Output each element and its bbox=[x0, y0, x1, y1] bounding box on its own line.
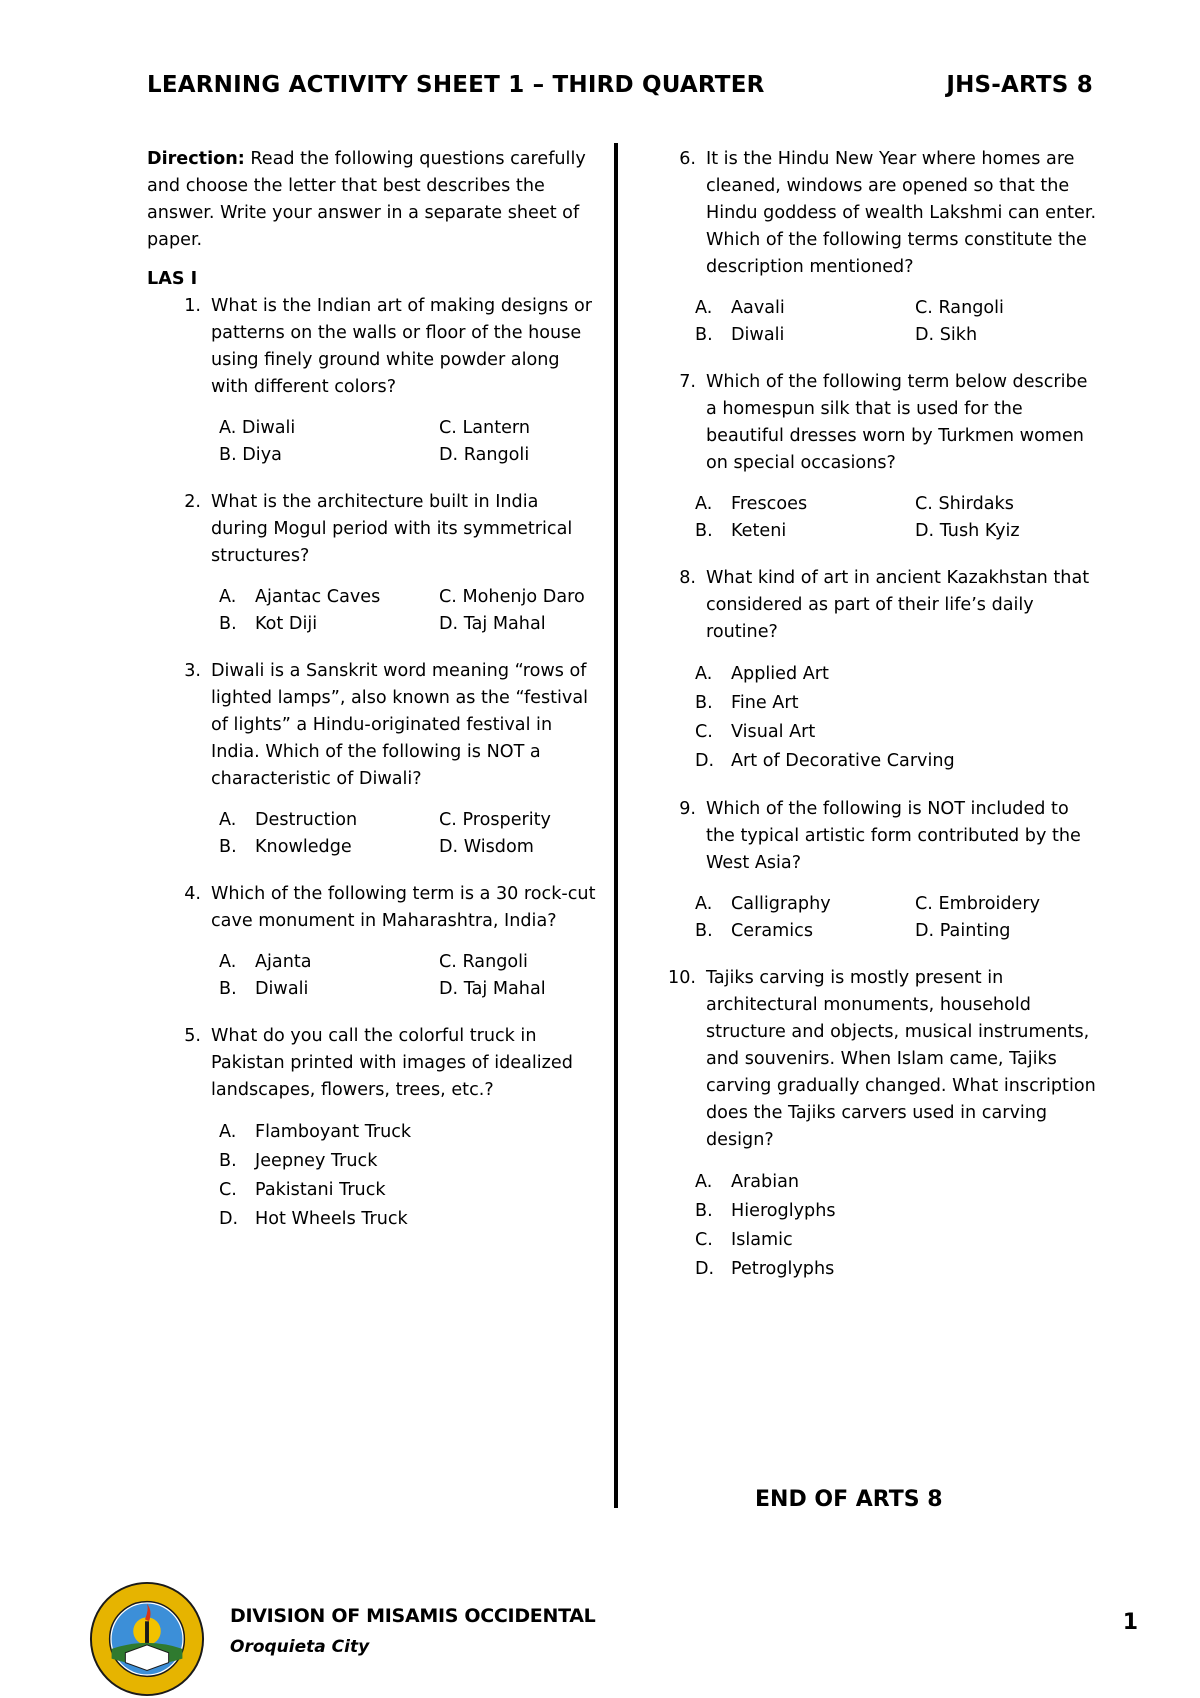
subject-label: JHS-ARTS 8 bbox=[946, 72, 1093, 98]
question-8 bbox=[658, 565, 1098, 646]
option-letter: D. bbox=[219, 1209, 239, 1229]
option-letter: A. bbox=[219, 1122, 237, 1142]
page-number: 1 bbox=[1122, 1610, 1138, 1635]
question-text: Which of the following term below describe a homespun silk that is used for the beautiful dresses worn by Turkmen women on special occasions? bbox=[706, 372, 1088, 473]
option-b bbox=[219, 976, 439, 1003]
option-d: D. Sikh bbox=[915, 325, 978, 345]
option-letter: B. bbox=[219, 837, 237, 857]
option-c: C. Rangoli bbox=[915, 298, 1004, 318]
option-text: Destruction bbox=[255, 810, 358, 830]
option-letter: B. bbox=[219, 614, 237, 634]
option-b bbox=[695, 918, 915, 945]
question-number: 7. bbox=[679, 372, 696, 392]
option-text: Aavali bbox=[731, 298, 785, 318]
option-b: B. Diya bbox=[219, 445, 282, 465]
option-a bbox=[219, 807, 439, 834]
option-text: Knowledge bbox=[255, 837, 352, 857]
options-q4 bbox=[147, 949, 597, 1003]
option-letter: A. bbox=[695, 894, 713, 914]
sheet-title: LEARNING ACTIVITY SHEET 1 – THIRD QUARTER bbox=[147, 72, 765, 98]
option-text: Applied Art bbox=[731, 664, 829, 684]
option-text: Frescoes bbox=[731, 494, 808, 514]
option-d: D. Rangoli bbox=[439, 445, 530, 465]
option-a bbox=[695, 491, 915, 518]
question-text: What kind of art in ancient Kazakhstan that considered as part of their life’s daily routine? bbox=[706, 568, 1090, 642]
question-7 bbox=[658, 369, 1098, 477]
question-text: Which of the following term is a 30 rock-cut cave monument in Maharashtra, India? bbox=[211, 884, 596, 931]
question-number: 9. bbox=[679, 799, 696, 819]
option-text: Visual Art bbox=[731, 722, 816, 742]
option-c bbox=[695, 718, 1098, 747]
footer-division: DIVISION OF MISAMIS OCCIDENTAL bbox=[230, 1605, 596, 1627]
option-c: C. Rangoli bbox=[439, 952, 528, 972]
option-a bbox=[695, 1168, 1098, 1197]
option-d bbox=[695, 1255, 1098, 1284]
options-q3 bbox=[147, 807, 597, 861]
option-a bbox=[219, 584, 439, 611]
options-q7 bbox=[658, 491, 1098, 545]
option-a bbox=[695, 295, 915, 322]
option-letter: B. bbox=[695, 693, 713, 713]
option-text: Hieroglyphs bbox=[731, 1201, 836, 1221]
option-c: C. Lantern bbox=[439, 418, 531, 438]
option-letter: A. bbox=[219, 952, 237, 972]
question-text: What is the architecture built in India during Mogul period with its symmetrical structures? bbox=[211, 492, 573, 566]
option-a: A. Diwali bbox=[219, 418, 296, 438]
option-text: Ajanta bbox=[255, 952, 312, 972]
option-text: Petroglyphs bbox=[731, 1259, 835, 1279]
left-column bbox=[147, 146, 597, 1254]
option-letter: A. bbox=[695, 494, 713, 514]
right-column bbox=[658, 146, 1098, 1304]
direction-text: Read the following questions carefully and choose the letter that best describes the answer. Write your answer in a separate sheet of paper. bbox=[147, 149, 586, 250]
question-1 bbox=[147, 293, 597, 401]
option-letter: B. bbox=[219, 979, 237, 999]
option-a bbox=[219, 949, 439, 976]
option-b bbox=[695, 518, 915, 545]
option-c: C. Prosperity bbox=[439, 810, 551, 830]
question-2 bbox=[147, 489, 597, 570]
question-text: Which of the following is NOT included to the typical artistic form contributed by the West Asia? bbox=[706, 799, 1081, 873]
option-text: Pakistani Truck bbox=[255, 1180, 386, 1200]
question-number: 8. bbox=[679, 568, 696, 588]
option-c bbox=[695, 1226, 1098, 1255]
option-text: Art of Decorative Carving bbox=[731, 751, 955, 771]
option-text: Flamboyant Truck bbox=[255, 1122, 412, 1142]
end-of-sheet-label: END OF ARTS 8 bbox=[755, 1487, 943, 1512]
question-number: 2. bbox=[184, 492, 201, 512]
direction-label: Direction: bbox=[147, 149, 245, 169]
option-text: Fine Art bbox=[731, 693, 799, 713]
option-c bbox=[219, 1176, 597, 1205]
option-a bbox=[695, 891, 915, 918]
option-letter: D. bbox=[695, 1259, 715, 1279]
option-text: Arabian bbox=[731, 1172, 800, 1192]
footer-city: Oroquieta City bbox=[230, 1637, 370, 1657]
option-d bbox=[695, 747, 1098, 776]
direction-paragraph bbox=[147, 146, 597, 254]
question-text: What is the Indian art of making designs or patterns on the walls or floor of the house using finely ground white powder along with different colors? bbox=[211, 296, 592, 397]
deped-seal-logo bbox=[88, 1580, 206, 1698]
question-9 bbox=[658, 796, 1098, 877]
option-d: D. Taj Mahal bbox=[439, 979, 546, 999]
option-d: D. Taj Mahal bbox=[439, 614, 546, 634]
question-6 bbox=[658, 146, 1098, 281]
option-text: Islamic bbox=[731, 1230, 793, 1250]
question-number: 1. bbox=[184, 296, 201, 316]
option-text: Kot Diji bbox=[255, 614, 318, 634]
options-q6 bbox=[658, 295, 1098, 349]
option-c: C. Mohenjo Daro bbox=[439, 587, 585, 607]
option-letter: B. bbox=[695, 921, 713, 941]
option-d: D. Tush Kyiz bbox=[915, 521, 1020, 541]
option-d: D. Painting bbox=[915, 921, 1011, 941]
question-number: 6. bbox=[679, 149, 696, 169]
option-letter: A. bbox=[695, 298, 713, 318]
option-letter: C. bbox=[219, 1180, 237, 1200]
option-a bbox=[695, 660, 1098, 689]
option-letter: C. bbox=[695, 722, 713, 742]
option-letter: D. bbox=[695, 751, 715, 771]
option-text: Jeepney Truck bbox=[255, 1151, 378, 1171]
option-b bbox=[695, 1197, 1098, 1226]
options-q2 bbox=[147, 584, 597, 638]
option-text: Keteni bbox=[731, 521, 787, 541]
options-q9 bbox=[658, 891, 1098, 945]
question-5 bbox=[147, 1023, 597, 1104]
option-text: Ceramics bbox=[731, 921, 813, 941]
option-letter: B. bbox=[695, 325, 713, 345]
question-10 bbox=[658, 965, 1098, 1154]
option-letter: B. bbox=[695, 1201, 713, 1221]
option-letter: C. bbox=[695, 1230, 713, 1250]
column-divider bbox=[614, 143, 618, 1508]
option-text: Ajantac Caves bbox=[255, 587, 381, 607]
options-q5 bbox=[147, 1118, 597, 1234]
option-b bbox=[219, 1147, 597, 1176]
question-text: Tajiks carving is mostly present in architectural monuments, household structure and objects, musical instruments, and souvenirs. When Islam came, Tajiks carving gradually changed. What inscription does the Tajiks carvers used in carving design? bbox=[706, 968, 1096, 1150]
option-b bbox=[219, 611, 439, 638]
options-q1 bbox=[147, 415, 597, 469]
option-b bbox=[695, 689, 1098, 718]
question-text: It is the Hindu New Year where homes are cleaned, windows are opened so that the Hindu goddess of wealth Lakshmi can enter. Which of the following terms constitute the description mentioned? bbox=[706, 149, 1097, 277]
option-text: Diwali bbox=[731, 325, 785, 345]
option-letter: A. bbox=[695, 1172, 713, 1192]
question-number: 4. bbox=[184, 884, 201, 904]
option-c: C. Shirdaks bbox=[915, 494, 1014, 514]
las-label: LAS I bbox=[147, 269, 198, 289]
option-d bbox=[219, 1205, 597, 1234]
question-3 bbox=[147, 658, 597, 793]
option-d: D. Wisdom bbox=[439, 837, 534, 857]
question-number: 3. bbox=[184, 661, 201, 681]
option-letter: A. bbox=[219, 587, 237, 607]
question-text: Diwali is a Sanskrit word meaning “rows of lighted lamps”, also known as the “festival of lights” a Hindu-originated festival in India. Which of the following is NOT a characteristic of Diwali? bbox=[211, 661, 588, 789]
option-letter: A. bbox=[695, 664, 713, 684]
options-q8 bbox=[658, 660, 1098, 776]
option-letter: B. bbox=[695, 521, 713, 541]
option-c: C. Embroidery bbox=[915, 894, 1041, 914]
option-text: Diwali bbox=[255, 979, 309, 999]
option-b bbox=[695, 322, 915, 349]
question-4 bbox=[147, 881, 597, 935]
question-text: What do you call the colorful truck in Pakistan printed with images of idealized landscapes, flowers, trees, etc.? bbox=[211, 1026, 573, 1100]
option-letter: B. bbox=[219, 1151, 237, 1171]
option-b bbox=[219, 834, 439, 861]
option-text: Calligraphy bbox=[731, 894, 831, 914]
option-letter: A. bbox=[219, 810, 237, 830]
option-text: Hot Wheels Truck bbox=[255, 1209, 408, 1229]
options-q10 bbox=[658, 1168, 1098, 1284]
question-number: 5. bbox=[184, 1026, 201, 1046]
question-number: 10. bbox=[668, 968, 696, 988]
option-a bbox=[219, 1118, 597, 1147]
